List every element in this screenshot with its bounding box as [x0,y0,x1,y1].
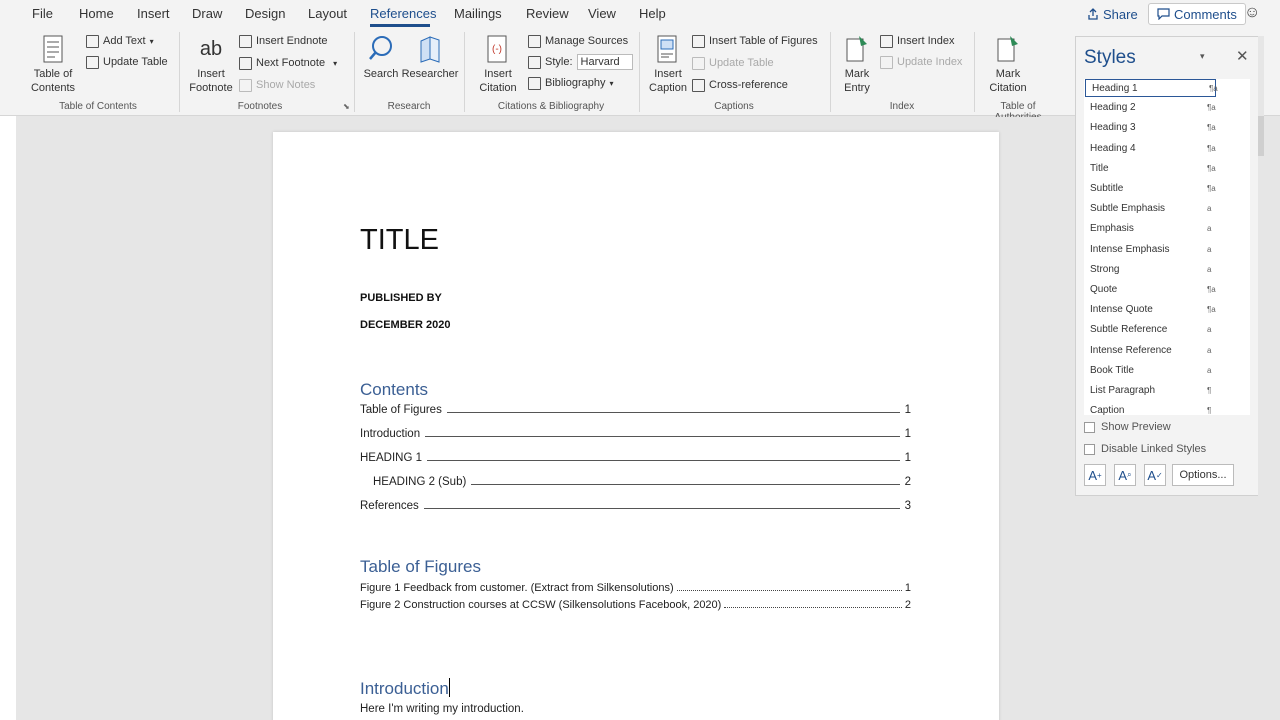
style-item[interactable] [1084,301,1250,319]
toc-entry[interactable]: Introduction 1 [360,428,911,440]
footnote-icon: ab [199,38,223,60]
next-footnote-icon [239,57,252,70]
checkbox-box [1084,422,1095,433]
next-footnote-button[interactable] [239,54,337,72]
doc-title: TITLE [360,224,439,256]
insert-tof-label: Insert Table of Figures [709,35,818,47]
menu-file[interactable]: File [32,6,53,21]
insert-index-label: Insert Index [897,35,955,47]
ribbon-separator [179,32,180,112]
cross-reference-button[interactable] [692,76,788,94]
insert-endnote-label: Insert Endnote [256,35,328,47]
intro-text: Here I'm writing my introduction. [360,703,524,715]
toc-entry[interactable]: Table of Figures 1 [360,404,911,416]
chevron-down-icon: ▾ [609,78,614,88]
update-table-icon [86,56,99,69]
style-item-label: Quote [1090,284,1118,295]
research-group-label: Research [387,101,431,112]
scrollbar-thumb[interactable] [1258,116,1264,156]
ribbon-separator [464,32,465,112]
insert-citation-button[interactable] [472,34,524,95]
citations-group-label: Citations & Bibliography [497,101,605,112]
chevron-down-icon: ▾ [149,36,154,46]
style-item[interactable] [1084,119,1250,137]
style-type-icon: ¶a [1207,123,1216,133]
style-type-icon: ¶ [1207,406,1212,415]
menu-review[interactable]: Review [526,6,569,21]
search-button[interactable] [362,34,400,81]
insert-footnote-button[interactable] [186,34,236,95]
toc-group-label: Table of Contents [59,101,137,112]
style-item-label: Intense Reference [1090,344,1172,356]
chevron-down-icon: ▾ [333,58,338,68]
style-item-label: Subtitle [1090,183,1124,194]
caption-icon [655,34,681,64]
researcher-button[interactable] [402,34,458,81]
styles-pane-title: Styles [1084,47,1136,68]
vertical-scrollbar[interactable] [1258,36,1264,696]
update-index-label: Update Index [897,56,963,68]
update-index-icon [880,56,893,69]
insert-footnote-label: Insert Footnote [189,68,233,94]
style-icon [528,56,541,69]
insert-index-button[interactable] [880,32,954,50]
menu-mailings[interactable]: Mailings [454,6,502,21]
insert-citation-label: Insert Citation [479,68,517,94]
menu-help[interactable]: Help [639,6,666,21]
style-item[interactable] [1084,362,1250,380]
update-index-button[interactable] [880,53,962,71]
insert-index-icon [880,35,893,48]
style-item-label: Strong [1090,263,1120,275]
comments-label: Comments [1174,6,1237,22]
style-type-icon: ¶a [1207,285,1216,294]
add-text-label: Add Text [103,35,146,47]
style-item[interactable] [1084,180,1250,198]
style-type-icon: a [1207,345,1212,355]
style-type-icon: a [1207,264,1212,274]
style-item[interactable] [1084,321,1250,339]
comment-icon [1157,8,1170,20]
search-icon [368,34,394,64]
mark-entry-label: Mark Entry [844,68,870,94]
tof-heading: Table of Figures [360,557,481,576]
show-notes-label: Show Notes [256,79,316,91]
style-item-label: Subtle Reference [1090,324,1168,336]
update-table-label: Update Table [103,56,168,68]
show-notes-button[interactable] [239,76,315,94]
style-item-label: Heading 1 [1092,83,1138,94]
style-item[interactable] [1084,160,1250,178]
style-item-label: Intense Emphasis [1090,243,1170,255]
footnotes-group-label: Footnotes [237,101,283,112]
figure-entry[interactable]: Figure 2 Construction courses at CCSW (Silkensolutions Facebook, 2020) 2 [360,599,911,611]
show-preview-label: Show Preview [1101,421,1171,433]
toc-entry[interactable]: HEADING 1 1 [360,452,911,464]
style-type-icon: a [1207,224,1212,234]
share-icon [1087,8,1099,20]
share-button[interactable] [1080,3,1145,25]
style-item[interactable] [1084,281,1250,299]
style-type-icon: ¶ [1207,386,1212,395]
mark-citation-button[interactable] [984,34,1032,95]
style-item[interactable] [1084,402,1250,415]
comments-button[interactable] [1148,3,1246,25]
mark-citation-label: Mark Citation [989,68,1027,94]
style-item-label: Heading 3 [1090,122,1136,134]
options-button[interactable]: Options... [1172,464,1234,486]
style-type-icon: ¶a [1207,103,1216,113]
style-item-label: Emphasis [1090,223,1134,235]
menu-view[interactable]: View [588,6,616,21]
pane-options-chevron-icon[interactable]: ▾ [1200,51,1205,61]
insert-tof-icon [692,35,705,48]
style-item[interactable] [1084,140,1250,158]
style-select[interactable]: Harvard [577,54,633,70]
add-text-button[interactable] [86,32,154,50]
menu-design[interactable]: Design [245,6,286,21]
figure-entry[interactable]: Figure 1 Feedback from customer. (Extract from Silkensolutions) 1 [360,582,911,594]
index-group-label: Index [889,101,915,112]
text-cursor [449,678,450,697]
menu-bar [0,0,1280,28]
ribbon-separator [354,32,355,112]
styles-list [1084,79,1250,415]
style-type-icon: ¶a [1207,184,1216,193]
close-icon[interactable]: ✕ [1236,48,1249,65]
style-item-label: List Paragraph [1090,385,1156,396]
style-item[interactable] [1084,220,1250,238]
captions-update-table-button[interactable] [692,54,774,72]
researcher-icon [417,34,443,64]
style-type-icon: a [1207,365,1212,375]
checkbox-box [1084,444,1095,455]
insert-endnote-button[interactable] [239,32,328,50]
style-item[interactable] [1084,261,1250,279]
researcher-label: Researcher [401,68,459,80]
style-type-icon: a [1207,244,1212,254]
disable-linked-styles-checkbox[interactable] [1084,441,1250,457]
next-footnote-label: Next Footnote [256,57,326,69]
cross-reference-label: Cross-reference [709,79,788,91]
style-item-label: Heading 4 [1090,142,1136,154]
bibliography-icon [528,77,541,90]
style-item[interactable] [1084,200,1250,218]
style-item-label: Intense Quote [1090,304,1153,316]
style-type-icon: ¶a [1209,84,1218,93]
captions-update-table-label: Update Table [709,57,774,69]
style-item-label: Caption [1090,405,1125,415]
style-type-icon: a [1207,325,1212,335]
mark-entry-button[interactable] [838,34,876,95]
style-label: Style: [545,56,573,68]
style-item-label: Subtle Emphasis [1090,203,1166,215]
intro-heading: Introduction [360,679,449,698]
style-inspector-icon[interactable]: A ⌕ [1114,464,1136,486]
manage-sources-icon [528,35,541,48]
ribbon-separator [830,32,831,112]
bibliography-button[interactable] [528,74,614,92]
style-item[interactable] [1084,241,1250,259]
style-type-icon: ¶a [1207,163,1216,173]
insert-caption-label: Insert Caption [649,68,687,94]
ribbon-separator [974,32,975,112]
manage-styles-icon[interactable]: A ✓ [1144,464,1166,486]
style-item[interactable] [1084,99,1250,117]
manage-sources-label: Manage Sources [545,35,629,47]
publish-date: DECEMBER 2020 [360,319,451,331]
share-label: Share [1103,6,1138,22]
insert-caption-button[interactable] [646,34,690,95]
disable-linked-label: Disable Linked Styles [1101,443,1207,455]
style-type-icon: ¶a [1207,305,1216,315]
menu-layout[interactable]: Layout [308,6,348,21]
style-item[interactable] [1085,79,1216,97]
cross-reference-icon [692,79,705,92]
citation-icon [485,34,511,64]
style-item-label: Heading 2 [1090,102,1136,114]
insert-tof-button[interactable] [692,32,818,50]
dialog-launcher-icon[interactable]: ⬊ [343,102,350,111]
endnote-icon [239,35,252,48]
style-item-label: Title [1090,162,1109,174]
menu-insert[interactable]: Insert [137,6,170,21]
manage-sources-button[interactable] [528,32,628,50]
toc-button-label: Table of Contents [30,68,76,94]
update-table-button[interactable] [86,53,168,71]
add-text-icon [86,35,99,48]
table-of-contents-button[interactable] [26,34,80,95]
menu-draw[interactable]: Draw [192,6,223,21]
show-notes-icon [239,79,252,92]
style-dropdown[interactable] [528,53,633,71]
mark-entry-icon [844,34,870,64]
bibliography-label: Bibliography [545,77,606,89]
show-preview-checkbox[interactable] [1084,419,1250,435]
style-type-icon: a [1207,204,1212,214]
style-item[interactable] [1084,382,1250,400]
document-page[interactable] [273,132,999,720]
active-tab-indicator [370,24,430,27]
style-item[interactable] [1084,342,1250,360]
search-label: Search [363,68,399,80]
authorities-group-label: Table of [1000,101,1036,112]
ribbon-separator [639,32,640,112]
menu-home[interactable]: Home [79,6,114,21]
published-by: PUBLISHED BY [360,292,442,304]
mark-citation-icon [995,34,1021,64]
contents-heading: Contents [360,380,429,399]
toc-entry[interactable]: HEADING 2 (Sub) 2 [373,476,911,488]
svg-text:(-): (-) [492,44,502,55]
captions-group-label: Captions [714,101,754,112]
styles-pane [1075,36,1259,496]
toc-entry[interactable]: References 3 [360,500,911,512]
toc-icon [40,34,66,64]
update-table-icon [692,57,705,70]
new-style-icon[interactable]: A + [1084,464,1106,486]
feedback-smiley-icon[interactable]: ☺ [1244,4,1261,21]
style-item-label: Book Title [1090,364,1134,376]
menu-references[interactable]: References [370,6,437,21]
style-type-icon: ¶a [1207,143,1216,153]
